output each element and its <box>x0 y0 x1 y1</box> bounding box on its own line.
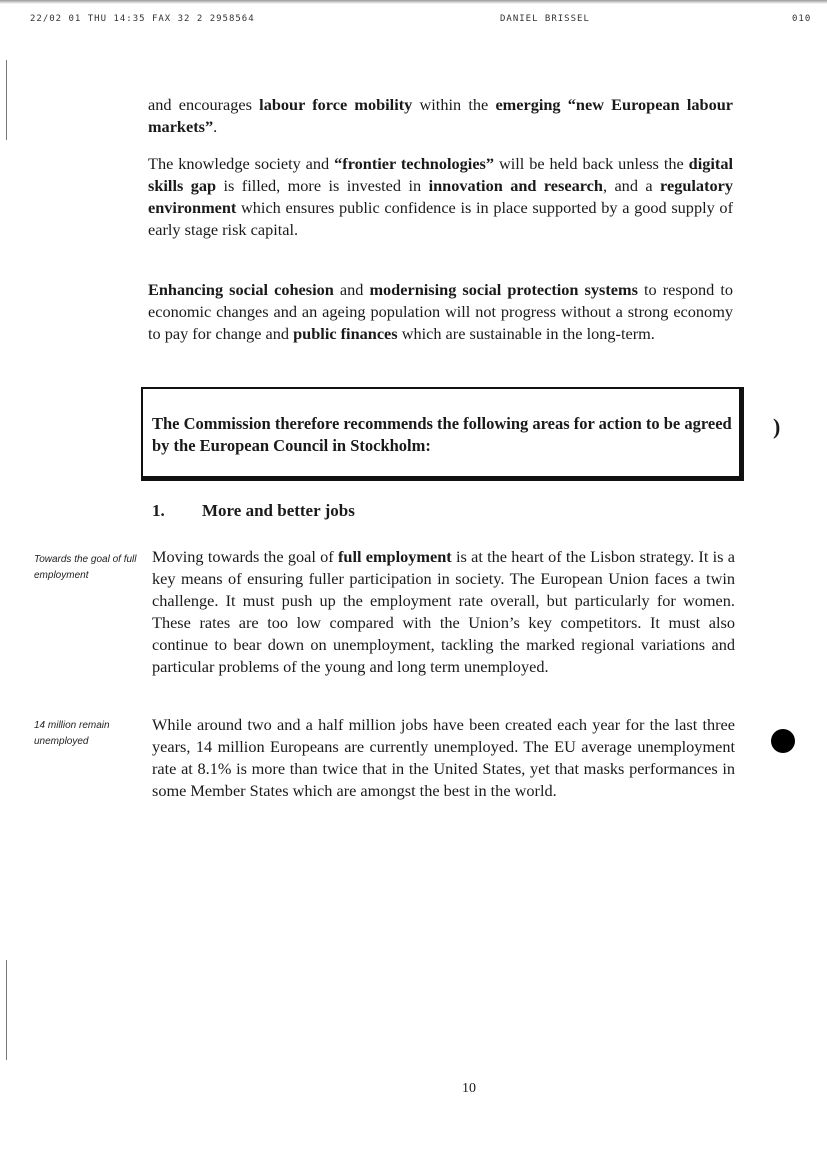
fax-sender: DANIEL BRISSEL <box>500 14 590 24</box>
page-number: 10 <box>462 1081 476 1096</box>
margin-note-unemployed: 14 million remain unemployed <box>34 720 110 747</box>
scan-left-edge <box>6 60 7 140</box>
section-title: More and better jobs <box>202 501 355 520</box>
paragraph-labour-mobility: and encourages labour force mobility within the emerging “new European labour markets”. <box>148 95 733 136</box>
scan-punch-hole <box>771 729 795 753</box>
margin-note-full-employment: Towards the goal of full employment <box>34 554 137 581</box>
recommendation-text: The Commission therefore recommends the following areas for action to be agreed by the European Council in Stockholm: <box>152 414 732 455</box>
recommendation-box <box>141 387 744 481</box>
scan-bracket-mark: ) <box>773 414 781 439</box>
scan-top-edge <box>0 0 827 4</box>
paragraph-knowledge-society: The knowledge society and “frontier technologies” will be held back unless the digital skills gap is filled, more is invested in innovation and research, and a regulatory environment which ensures public confidence is in place supported by a good supply of early stage risk capital. <box>148 154 734 239</box>
paragraph-unemployment-figures: While around two and a half million jobs have been created each year for the last three years, 14 million Europeans are currently unemployed. The EU average unemployment rate at 8.1% is more than twice that in the United States, yet that masks performances in some Member States which are amongst the best in the world. <box>152 715 735 800</box>
fax-page-number: 010 <box>792 14 812 24</box>
paragraph-full-employment: Moving towards the goal of full employment is at the heart of the Lisbon strategy. It is a key means of ensuring fuller participation in society. The European Union faces a twin challenge. It must push up the employment rate overall, but particularly for women. These rates are too low compared with the Union’s key competitors. It must also continue to bear down on unemployment, tackling the marked regional variations and particular problems of the young and long term unemployed. <box>152 547 735 676</box>
fax-header <box>30 14 812 24</box>
paragraph-social-cohesion: Enhancing social cohesion and modernising social protection systems to respond to economic changes and an ageing population will not progress without a strong economy to pay for change and public finances which are sustainable in the long-term. <box>148 280 733 343</box>
fax-transmission-info: 22/02 01 THU 14:35 FAX 32 2 2958564 <box>30 14 255 24</box>
section-heading <box>152 501 355 521</box>
scan-left-edge-lower <box>6 960 7 1060</box>
section-number: 1. <box>152 501 165 520</box>
